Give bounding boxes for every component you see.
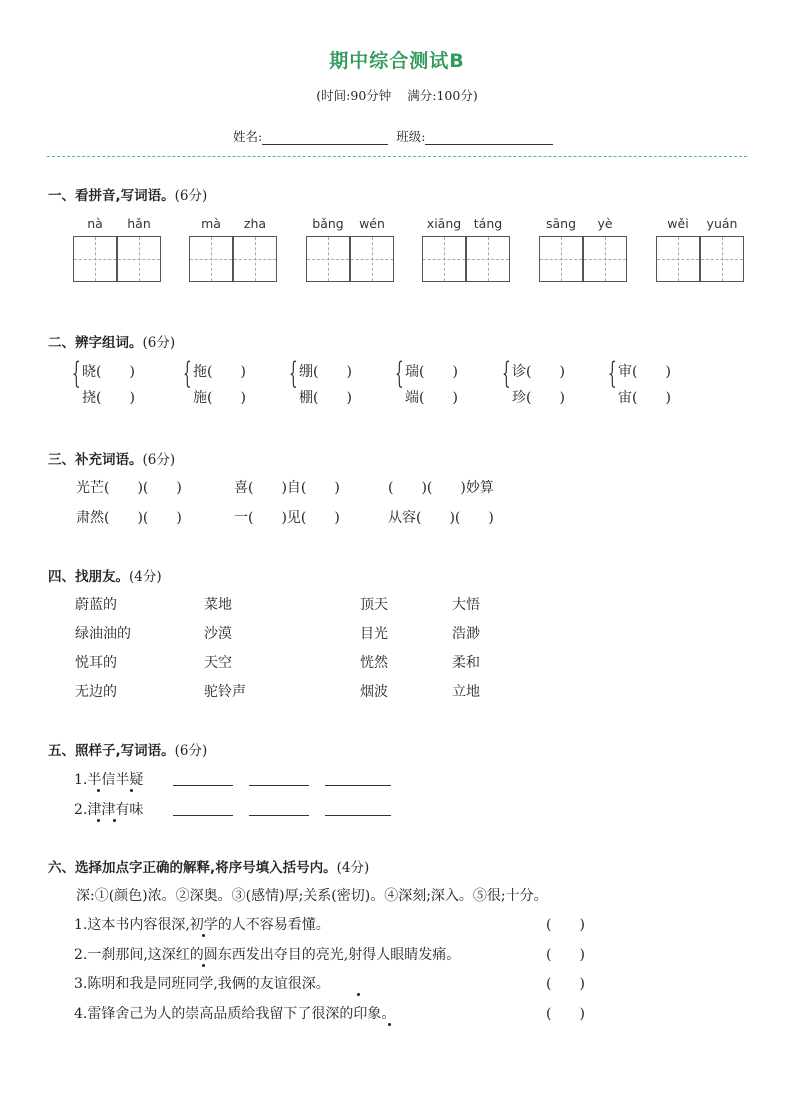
idiom-item[interactable]: 喜( )自( ) (234, 480, 340, 496)
emphasis-dot (97, 819, 100, 822)
section-4-title: 四、找朋友。 (48, 569, 129, 585)
answer-bracket-4[interactable]: ( ) (546, 1006, 585, 1022)
char-word-item[interactable]: 绷( ) (299, 364, 352, 380)
emphasis-dot (357, 993, 360, 996)
pinyin-label: xiāng (426, 216, 462, 231)
brace-icon: { (502, 356, 511, 391)
brace-icon: { (72, 356, 81, 391)
match-word: 柔和 (452, 655, 480, 671)
char-word-item[interactable]: 宙( ) (618, 390, 671, 406)
match-word: 大悟 (452, 597, 480, 613)
answer-bracket-2[interactable]: ( ) (546, 947, 585, 963)
tianzige-box[interactable] (117, 236, 161, 282)
char-word-item[interactable]: 施( ) (193, 390, 246, 406)
idiom-item[interactable]: 从容( )( ) (388, 510, 494, 526)
exam-info (0, 86, 794, 104)
pinyin-label: sāng (545, 216, 577, 231)
section-1-points: (6分) (174, 188, 208, 204)
char-word-item[interactable]: 拖( ) (193, 364, 246, 380)
section-4-points: (4分) (129, 569, 162, 585)
brace-icon: { (183, 356, 192, 391)
exam-score: 满分:100分) (407, 88, 478, 103)
section-3-title: 三、补充词语。 (48, 452, 143, 468)
char-word-item[interactable]: 晓( ) (82, 364, 135, 380)
brace-icon: { (289, 356, 298, 391)
emphasis-dot (202, 964, 205, 967)
brace-icon: { (395, 356, 404, 391)
char-word-item[interactable]: 棚( ) (299, 390, 352, 406)
char-word-item[interactable]: 端( ) (405, 390, 458, 406)
pinyin-label: mà (201, 216, 221, 231)
answer-bracket-1[interactable]: ( ) (546, 917, 585, 933)
emphasis-dot (130, 789, 133, 792)
definition-line: 深:①(颜色)浓。②深奥。③(感情)厚;关系(密切)。④深刻;深入。⑤很;十分。 (76, 888, 548, 904)
tianzige-box[interactable] (700, 236, 744, 282)
pinyin-label: zha (243, 216, 267, 231)
char-word-item[interactable]: 挠( ) (82, 390, 135, 406)
class-label: 班级: (396, 129, 426, 144)
header-divider (47, 156, 747, 157)
section-3-heading (48, 448, 175, 468)
answer-blank[interactable] (173, 802, 233, 816)
exam-time: (时间:90分钟 (316, 88, 392, 103)
page-title: 期中综合测试B (329, 50, 465, 72)
answer-blank[interactable] (249, 772, 309, 786)
pinyin-label: yuán (706, 216, 738, 231)
idiom-item[interactable]: 肃然( )( ) (76, 510, 182, 526)
match-word: 菜地 (204, 597, 232, 613)
match-word: 目光 (360, 626, 388, 642)
tianzige-box[interactable] (306, 236, 350, 282)
idiom-item[interactable]: 一( )见( ) (234, 510, 340, 526)
tianzige-box[interactable] (656, 236, 700, 282)
tianzige-box[interactable] (233, 236, 277, 282)
tianzige-box[interactable] (466, 236, 510, 282)
match-word: 蔚蓝的 (75, 597, 117, 613)
tianzige-box[interactable] (583, 236, 627, 282)
pattern-example-2: 2.津津有味 (74, 802, 144, 818)
match-word: 悦耳的 (75, 655, 117, 671)
section-1-heading (48, 184, 207, 204)
idiom-item[interactable]: ( )( )妙算 (388, 480, 494, 496)
pinyin-label: wěi (667, 216, 689, 231)
name-field[interactable] (262, 130, 388, 145)
idiom-item[interactable]: 光芒( )( ) (76, 480, 182, 496)
question-3: 3.陈明和我是同班同学,我俩的友谊很深。 (74, 976, 330, 992)
answer-blanks-2 (173, 801, 391, 820)
emphasis-dot (202, 934, 205, 937)
answer-blank[interactable] (249, 802, 309, 816)
question-1: 1.这本书内容很深,初学的人不容易看懂。 (74, 917, 330, 933)
match-word: 立地 (452, 684, 480, 700)
section-3-points: (6分) (142, 452, 176, 468)
emphasis-dot (113, 819, 116, 822)
section-2-heading (48, 331, 175, 351)
question-2: 2.一刹那间,这深红的圆东西发出夺目的亮光,射得人眼睛发痛。 (74, 947, 461, 963)
class-field[interactable] (425, 130, 553, 145)
section-5-heading (48, 739, 207, 759)
match-word: 浩渺 (452, 626, 480, 642)
question-4: 4.雷锋舍己为人的崇高品质给我留下了很深的印象。 (74, 1006, 396, 1022)
answer-blank[interactable] (173, 772, 233, 786)
emphasis-dot (97, 789, 100, 792)
pinyin-label: wén (359, 216, 385, 231)
section-6-points: (4分) (336, 860, 370, 876)
tianzige-box[interactable] (539, 236, 583, 282)
tianzige-box[interactable] (189, 236, 233, 282)
section-2-title: 二、辨字组词。 (48, 335, 143, 351)
section-4-heading (48, 565, 162, 585)
match-word: 顶天 (360, 597, 388, 613)
brace-icon: { (608, 356, 617, 391)
pinyin-label: bǎng (312, 216, 344, 231)
section-6-heading (48, 856, 369, 876)
match-word: 天空 (204, 655, 232, 671)
student-info-line (233, 127, 553, 145)
pattern-example-1: 1.半信半疑 (74, 772, 144, 788)
match-word: 恍然 (360, 655, 388, 671)
char-word-item[interactable]: 诊( ) (512, 364, 565, 380)
section-6-title: 六、选择加点字正确的解释,将序号填入括号内。 (48, 860, 337, 876)
char-word-item[interactable]: 瑞( ) (405, 364, 458, 380)
answer-blanks-1 (173, 771, 391, 790)
name-label: 姓名: (233, 129, 263, 144)
section-5-points: (6分) (174, 743, 208, 759)
section-2-points: (6分) (142, 335, 176, 351)
section-1-title: 一、看拼音,写词语。 (48, 188, 175, 204)
pinyin-label: hǎn (127, 216, 151, 231)
pinyin-label: nà (87, 216, 103, 231)
pinyin-label: yè (597, 216, 613, 231)
tianzige-box[interactable] (73, 236, 117, 282)
match-word: 无边的 (75, 684, 117, 700)
answer-bracket-3[interactable]: ( ) (546, 976, 585, 992)
char-word-item[interactable]: 珍( ) (512, 390, 565, 406)
match-word: 驼铃声 (204, 684, 246, 700)
match-word: 沙漠 (204, 626, 232, 642)
pinyin-label: táng (473, 216, 503, 231)
answer-blank[interactable] (325, 772, 391, 786)
match-word: 烟波 (360, 684, 388, 700)
emphasis-dot (388, 1023, 391, 1026)
match-word: 绿油油的 (75, 626, 131, 642)
section-5-title: 五、照样子,写词语。 (48, 743, 175, 759)
tianzige-box[interactable] (350, 236, 394, 282)
answer-blank[interactable] (325, 802, 391, 816)
char-word-item[interactable]: 审( ) (618, 364, 671, 380)
tianzige-box[interactable] (422, 236, 466, 282)
